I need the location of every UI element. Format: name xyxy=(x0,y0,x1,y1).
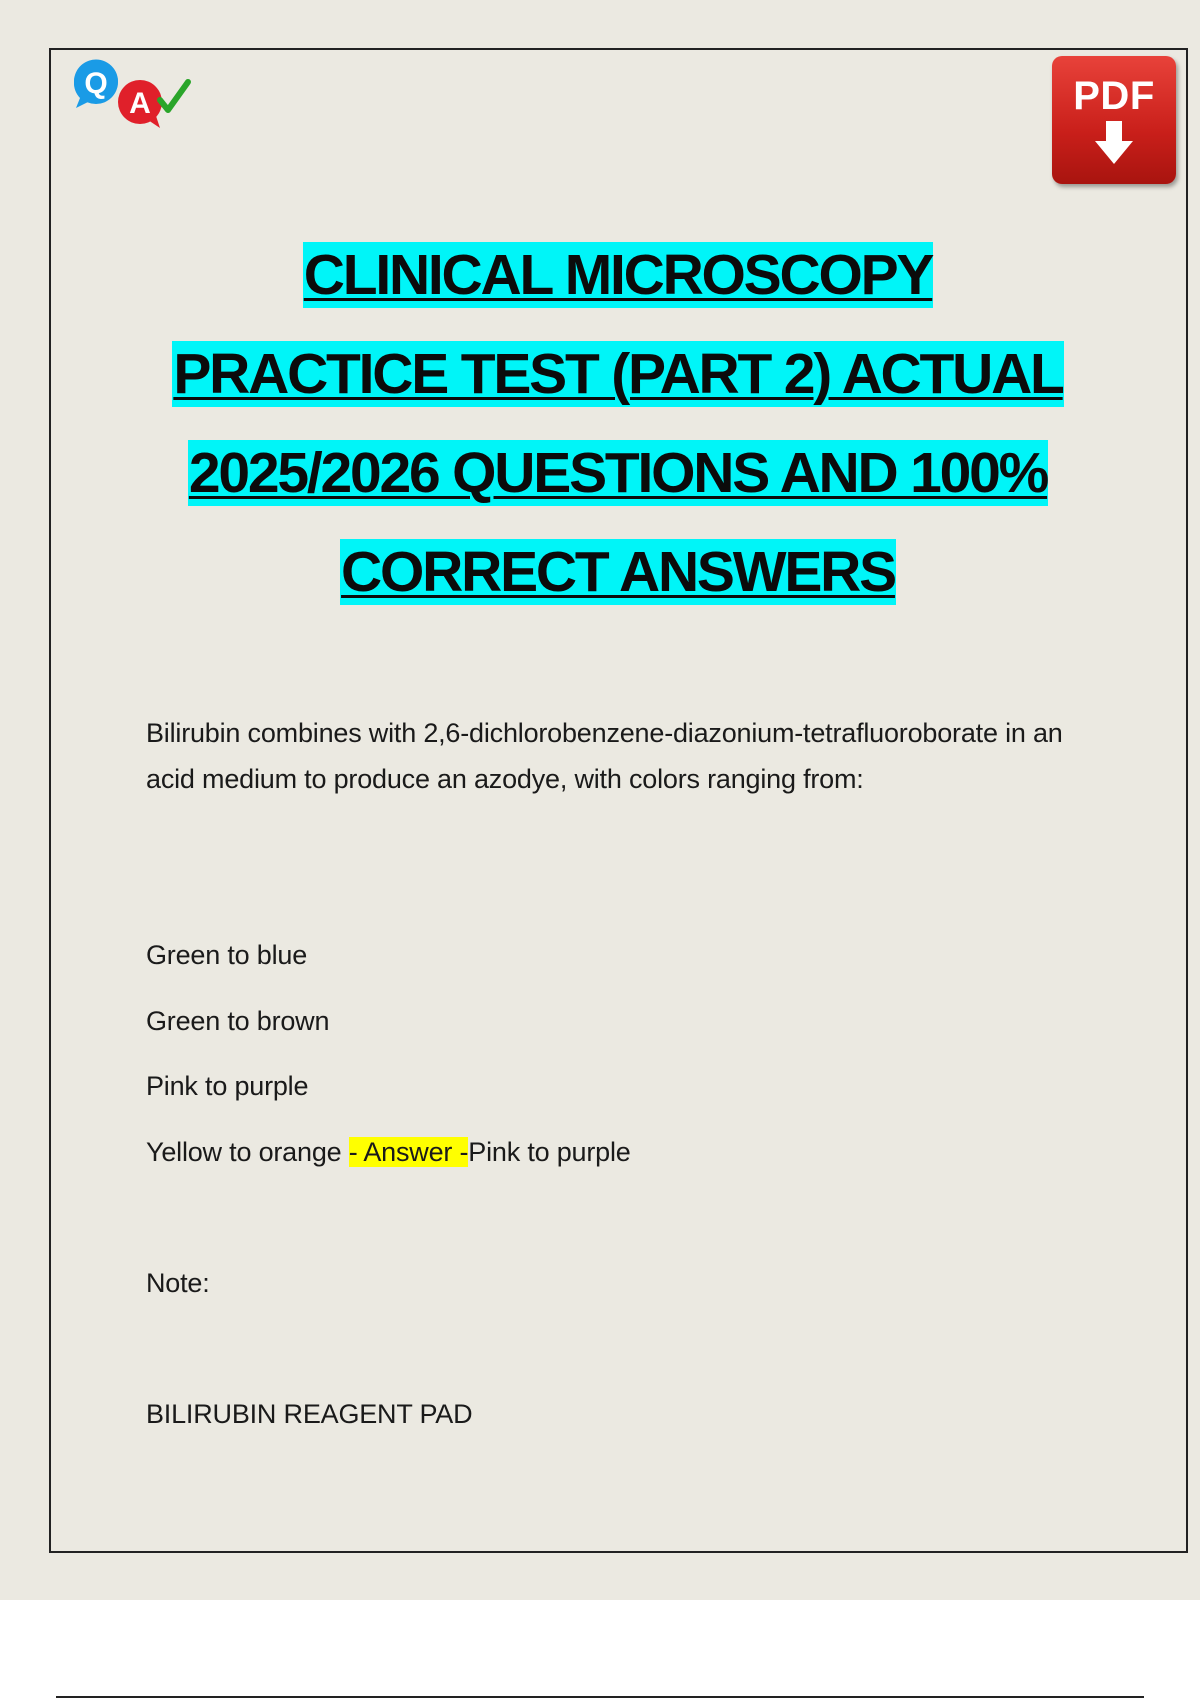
qa-check-logo-icon xyxy=(68,56,198,132)
question-text: Bilirubin combines with 2,6-dichlorobenzene-diazonium-tetrafluoroborate in an acid medium to produce an azodye, with colors ranging from: xyxy=(146,718,1063,794)
answer-marker: - Answer - xyxy=(348,1137,469,1167)
answer-option-1: Green to blue xyxy=(146,940,308,970)
title-line-3: 2025/2026 QUESTIONS AND 100% xyxy=(188,441,1048,505)
title-line-2: PRACTICE TEST (PART 2) ACTUAL xyxy=(173,342,1063,406)
reagent-heading: BILIRUBIN REAGENT PAD xyxy=(146,1399,473,1429)
title-line-1: CLINICAL MICROSCOPY xyxy=(303,243,933,307)
title-line-4: CORRECT ANSWERS xyxy=(341,540,895,604)
logo-q-letter: Q xyxy=(84,67,108,100)
answer-option-4: Yellow to orange xyxy=(146,1137,342,1167)
note-label: Note: xyxy=(146,1268,210,1298)
answer-option-4-with-answer xyxy=(146,1132,1106,1172)
answer-option-2: Green to brown xyxy=(146,1006,330,1036)
logo-a-letter: A xyxy=(129,87,151,120)
bottom-divider xyxy=(56,1696,1144,1698)
pdf-download-badge[interactable] xyxy=(1052,56,1176,184)
download-arrow-icon xyxy=(1093,121,1135,165)
pdf-label: PDF xyxy=(1073,74,1155,118)
answer-option-3: Pink to purple xyxy=(146,1071,309,1101)
document-title xyxy=(100,240,1136,636)
correct-answer: Pink to purple xyxy=(468,1137,631,1167)
